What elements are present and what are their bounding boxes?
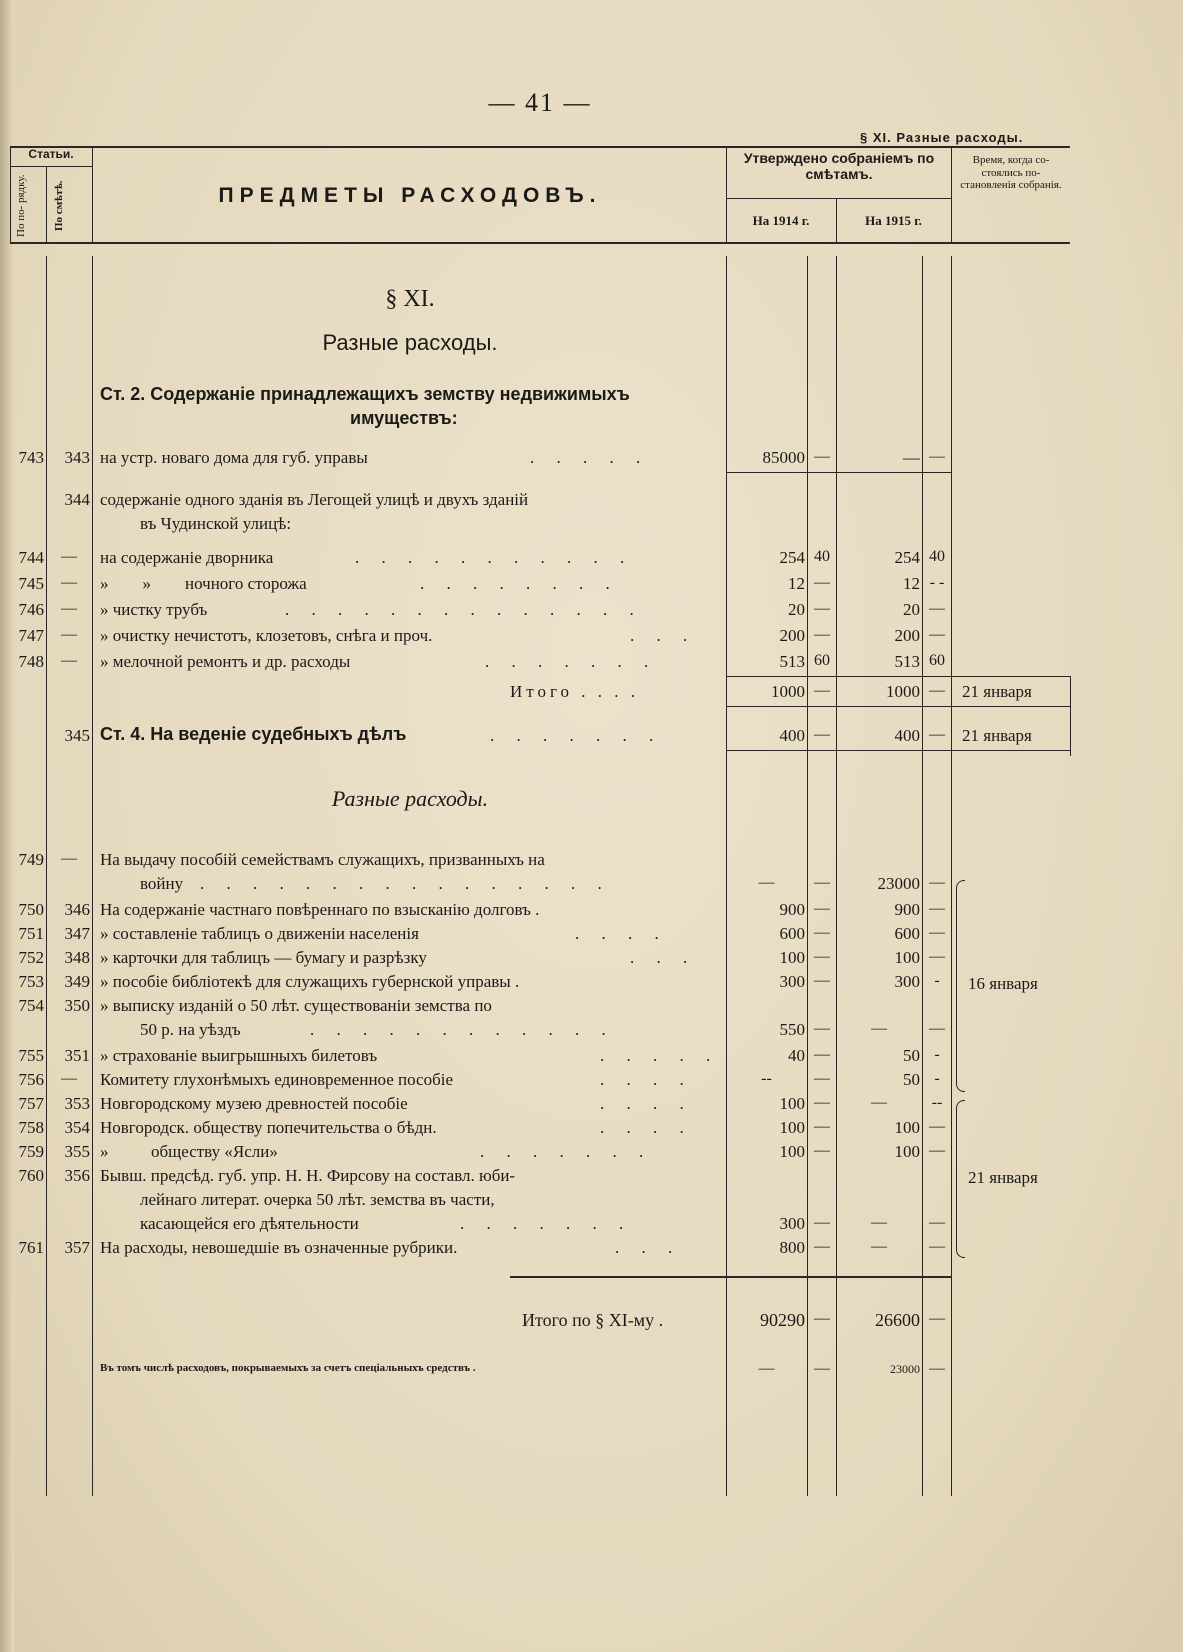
- amount-1914: 900: [779, 900, 805, 919]
- row-text: На расходы, невошедшіе въ означенные рубрики.: [100, 1238, 458, 1257]
- st4-title: Ст. 4. На веденіе судебныхъ дѣлъ: [100, 724, 407, 744]
- kopecks-1915: 40: [929, 548, 945, 565]
- row-estimate-number: —: [61, 548, 77, 565]
- total-kopecks-1914: —: [814, 1310, 830, 1327]
- row-number: 756: [18, 1070, 44, 1089]
- amount-1914: 20: [788, 600, 805, 619]
- row-text: Комитету глухонѣмыхъ единовременное пособіе: [100, 1070, 454, 1089]
- amount-1915: —: [871, 1094, 887, 1111]
- amount-1915: 20: [903, 600, 920, 619]
- amount-1914: 600: [779, 924, 805, 943]
- amount-1915: —: [871, 1214, 887, 1231]
- amount-1914: 100: [779, 1118, 805, 1137]
- date-16-january: 16 января: [968, 974, 1038, 993]
- row-leader-dots: . . . . . . .: [485, 652, 658, 671]
- special-1915: 23000: [890, 1362, 920, 1376]
- kopecks-1915: —: [929, 1020, 945, 1037]
- amount-1915: 50: [903, 1046, 920, 1065]
- kopecks-1914: 40: [814, 548, 830, 565]
- kopecks-1914: —: [814, 1046, 830, 1063]
- st2-title-line1: Ст. 2. Содержаніе принадлежащихъ земству недвижимыхъ: [100, 384, 630, 404]
- kopecks-1915: —: [929, 600, 945, 617]
- kopecks-1915: -: [934, 972, 940, 989]
- amount-1914: --: [761, 1070, 772, 1087]
- kopecks-1914: —: [814, 924, 830, 941]
- amount-1915: 50: [903, 1070, 920, 1089]
- kopecks-1914: —: [814, 874, 830, 891]
- utverzhdeno-rule: [726, 198, 951, 199]
- kopecks-1914: —: [814, 1094, 830, 1111]
- kopecks-1915: - -: [929, 574, 945, 591]
- row-number: 753: [18, 972, 44, 991]
- st4-date: 21 января: [962, 726, 1032, 745]
- total-label: Итого по § XI-му .: [522, 1310, 664, 1330]
- row-number: 745: [18, 574, 44, 593]
- row-leader-dots: . . . . . . . . . . . .: [310, 1020, 615, 1039]
- section-mark: § XI.: [385, 286, 435, 312]
- row-text: Новгородскому музею древностей пособіе: [100, 1094, 408, 1113]
- col-border: [726, 256, 727, 1496]
- amount-1915: 900: [894, 900, 920, 919]
- col-border: [951, 256, 952, 1496]
- row-leader-dots: . . . .: [575, 924, 668, 943]
- section-title: Разные расходы.: [322, 330, 498, 355]
- amount-1914: 513: [779, 652, 805, 671]
- row-rule: [726, 676, 1071, 677]
- kopecks-1915: -: [934, 1070, 940, 1087]
- row-text: » карточки для таблицъ — бумагу и разрѣзку: [100, 948, 427, 967]
- special-1914: —: [758, 1360, 775, 1377]
- row-text: На содержаніе частнаго повѣреннаго по взысканію долговъ .: [100, 900, 540, 919]
- amount-1915: —: [871, 1020, 887, 1037]
- brace-16: [956, 880, 965, 1092]
- kopecks-1914: —: [814, 948, 830, 965]
- expense-table: [10, 146, 1070, 1506]
- row-text-cont: касающейся его дѣятельности: [140, 1214, 359, 1233]
- brace-21: [956, 1100, 965, 1258]
- table-top-rule: [10, 146, 1070, 148]
- header-utverzhdeno: Утверждено собраніемъ по смѣтамъ.: [743, 150, 935, 183]
- row-estimate-number: 354: [64, 1118, 90, 1137]
- kopecks-1915: —: [929, 948, 945, 965]
- amount-1914: 100: [779, 1094, 805, 1113]
- date-21-january: 21 января: [968, 1168, 1038, 1187]
- row-text: » страхованіе выигрышныхъ билетовъ: [100, 1046, 378, 1065]
- row-number: 746: [18, 600, 44, 619]
- row-number: 754: [18, 996, 44, 1015]
- kopecks-1914: —: [814, 1238, 830, 1255]
- page-number: — 41 —: [488, 88, 592, 117]
- row-number: 747: [18, 626, 44, 645]
- amount-1915: 600: [894, 924, 920, 943]
- kopecks-1915: —: [929, 874, 945, 891]
- row-estimate-number: 348: [64, 948, 90, 967]
- total-kopecks-1915: —: [929, 1310, 945, 1327]
- row-rule: [726, 750, 1071, 751]
- amount-1915: 300: [894, 972, 920, 991]
- amount-1915: 200: [894, 626, 920, 645]
- row-estimate-number: 343: [64, 448, 90, 467]
- kopecks-1914: —: [814, 1020, 830, 1037]
- row-estimate-number: 351: [64, 1046, 90, 1065]
- row-text: Бывш. предсѣд. губ. упр. Н. Н. Фирсову на составл. юби-: [100, 1166, 516, 1185]
- itogo-1915: 1000: [886, 682, 920, 701]
- special-kopecks-1915: —: [929, 1360, 945, 1377]
- amount-1914: 300: [779, 972, 805, 991]
- amount-1915: 100: [894, 1118, 920, 1137]
- row-number: 744: [18, 548, 44, 567]
- amount-1915: 400: [894, 726, 920, 745]
- row-text-cont: въ Чудинской улицѣ:: [140, 514, 292, 533]
- row-estimate-number: —: [61, 652, 77, 669]
- header-po-smete: По смѣтѣ.: [53, 180, 65, 232]
- row-text: » составленіе таблицъ о движеніи населенія: [100, 924, 419, 943]
- kopecks-1914: 60: [814, 652, 830, 669]
- row-estimate-number: 350: [64, 996, 90, 1015]
- row-estimate-number: 345: [64, 726, 90, 745]
- special-kopecks-1914: —: [814, 1360, 830, 1377]
- kopecks-1914: —: [814, 600, 830, 617]
- row-estimate-number: 349: [64, 972, 90, 991]
- row-text: » пособіе библіотекѣ для служащихъ губернской управы .: [100, 972, 520, 991]
- row-estimate-number: 357: [64, 1238, 90, 1257]
- row-estimate-number: 353: [64, 1094, 90, 1113]
- kopecks-1914: —: [814, 1214, 830, 1231]
- row-text: » чистку трубъ: [100, 600, 208, 619]
- col-border: [92, 256, 93, 1496]
- row-estimate-number: —: [61, 574, 77, 591]
- row-leader-dots: . . . . .: [530, 448, 650, 467]
- itogo-kopecks-1915: —: [929, 682, 945, 699]
- row-text: » очистку нечистотъ, клозетовъ, снѣга и проч.: [100, 626, 433, 645]
- amount-1914: 800: [779, 1238, 805, 1257]
- row-leader-dots: . . . . .: [600, 1046, 720, 1065]
- amount-1915: 12: [903, 574, 920, 593]
- running-head: § XI. Разные расходы.: [860, 130, 1024, 145]
- row-number: 759: [18, 1142, 44, 1161]
- row-rule: [726, 706, 1071, 707]
- row-number: 755: [18, 1046, 44, 1065]
- row-text: на содержаніе дворника: [100, 548, 274, 567]
- kopecks-1914: —: [814, 972, 830, 989]
- row-text: содержаніе одного зданія въ Легощей улицѣ и двухъ зданій: [100, 490, 529, 509]
- row-number: 743: [18, 448, 44, 467]
- kopecks-1914: —: [814, 626, 830, 643]
- kopecks-1914: —: [814, 726, 830, 743]
- total-rule: [510, 1276, 951, 1278]
- amount-1915: 100: [894, 948, 920, 967]
- header-1915: На 1915 г.: [865, 213, 922, 228]
- kopecks-1915: —: [929, 1214, 945, 1231]
- kopecks-1915: —: [929, 1118, 945, 1135]
- itogo-label: Итого . . . .: [510, 682, 640, 701]
- row-leader-dots: . . . .: [600, 1118, 693, 1137]
- kopecks-1915: —: [929, 1238, 945, 1255]
- kopecks-1915: -: [934, 1046, 940, 1063]
- amount-1915: —: [903, 448, 920, 467]
- kopecks-1914: —: [814, 1142, 830, 1159]
- row-estimate-number: 356: [64, 1166, 90, 1185]
- kopecks-1915: —: [929, 626, 945, 643]
- amount-1914: 40: [788, 1046, 805, 1065]
- col-border: [951, 146, 952, 242]
- total-1915: 26600: [875, 1310, 920, 1330]
- kopecks-1915: —: [929, 924, 945, 941]
- row-leader-dots: . . .: [630, 626, 697, 645]
- subtitle-raznye: Разные расходы.: [331, 786, 489, 811]
- row-estimate-number: —: [61, 600, 77, 617]
- row-number: 761: [18, 1238, 44, 1257]
- kopecks-1915: —: [929, 726, 945, 743]
- amount-1914: 300: [779, 1214, 805, 1233]
- kopecks-1914: —: [814, 574, 830, 591]
- kopecks-1914: —: [814, 448, 830, 465]
- col-border: [1070, 676, 1071, 756]
- itogo-date: 21 января: [962, 682, 1032, 701]
- row-estimate-number: —: [61, 626, 77, 643]
- row-leader-dots: . . . .: [600, 1094, 693, 1113]
- amount-1914: 12: [788, 574, 805, 593]
- row-text-cont: 50 р. на уѣздъ: [140, 1020, 241, 1039]
- amount-1914: 400: [779, 726, 805, 745]
- amount-1914: —: [758, 874, 775, 891]
- row-text: » обществу «Ясли»: [100, 1142, 278, 1161]
- row-rule: [726, 472, 951, 473]
- col-border: [92, 146, 93, 242]
- row-leader-dots: . . . . . . . .: [420, 574, 619, 593]
- row-leader-dots: . . . . . . . . . . . . . .: [285, 600, 643, 619]
- row-estimate-number: 344: [64, 490, 90, 509]
- st2-title-line2: имуществъ:: [350, 408, 458, 428]
- row-number: 749: [18, 850, 44, 869]
- header-stati: Статьи.: [28, 147, 74, 161]
- row-text: » » ночного сторожа: [100, 574, 307, 593]
- amount-1914: 550: [779, 1020, 805, 1039]
- kopecks-1914: —: [814, 1118, 830, 1135]
- row-estimate-number: —: [61, 1070, 77, 1087]
- row-number: 758: [18, 1118, 44, 1137]
- amount-1914: 100: [779, 948, 805, 967]
- col-border: [836, 256, 837, 1496]
- col-border: [46, 256, 47, 1496]
- amount-1915: 23000: [877, 874, 920, 893]
- row-leader-dots: . . . . . . . . . . .: [355, 548, 634, 567]
- amount-1914: 100: [779, 1142, 805, 1161]
- row-leader-dots: . . . .: [600, 1070, 693, 1089]
- row-number: 752: [18, 948, 44, 967]
- stati-rule: [10, 166, 92, 167]
- header-predmety: ПРЕДМЕТЫ РАСХОДОВЪ.: [218, 184, 602, 207]
- row-number: 751: [18, 924, 44, 943]
- col-border: [46, 166, 47, 242]
- header-po-poryadku: По по- рядку.: [15, 174, 27, 238]
- row-text-cont: лейнаго литерат. очерка 50 лѣт. земства въ части,: [140, 1190, 495, 1209]
- row-text: » выписку изданій о 50 лѣт. существованіи земства по: [100, 996, 492, 1015]
- row-number: 757: [18, 1094, 44, 1113]
- special-label: Въ томъ числѣ расходовъ, покрываемыхъ за счетъ спеціальныхъ средствъ .: [100, 1362, 476, 1374]
- row-estimate-number: —: [61, 850, 77, 867]
- total-1914: 90290: [760, 1310, 805, 1330]
- amount-1915: 513: [894, 652, 920, 671]
- row-text-cont: войну: [140, 874, 184, 893]
- row-leader-dots: . . .: [615, 1238, 682, 1257]
- row-text: Новгородск. обществу попечительства о бѣдн.: [100, 1118, 437, 1137]
- amount-1915: 254: [894, 548, 920, 567]
- kopecks-1915: —: [929, 448, 945, 465]
- row-number: 748: [18, 652, 44, 671]
- row-text: На выдачу пособій семействамъ служащихъ, призванныхъ на: [100, 850, 545, 869]
- row-text: » мелочной ремонтъ и др. расходы: [100, 652, 351, 671]
- row-leader-dots: . . . . . . .: [480, 1142, 653, 1161]
- itogo-1914: 1000: [771, 682, 805, 701]
- kopecks-1915: —: [929, 900, 945, 917]
- amount-1914: 254: [779, 548, 805, 567]
- row-number: 750: [18, 900, 44, 919]
- row-leader-dots: . . . . . . .: [490, 726, 663, 745]
- row-estimate-number: 346: [64, 900, 90, 919]
- row-text: на устр. новаго дома для губ. управы: [100, 448, 368, 467]
- row-leader-dots: . . . . . . .: [460, 1214, 633, 1233]
- kopecks-1915: 60: [929, 652, 945, 669]
- kopecks-1914: —: [814, 900, 830, 917]
- row-leader-dots: . . . . . . . . . . . . . . . .: [200, 874, 611, 893]
- kopecks-1915: —: [929, 1142, 945, 1159]
- row-estimate-number: 347: [64, 924, 90, 943]
- row-number: 760: [18, 1166, 44, 1185]
- amount-1915: —: [871, 1238, 887, 1255]
- amount-1914: 200: [779, 626, 805, 645]
- itogo-kopecks-1914: —: [814, 682, 830, 699]
- amount-1915: 100: [894, 1142, 920, 1161]
- kopecks-1914: —: [814, 1070, 830, 1087]
- header-vremya: Время, когда со- стоялись по- становленія собранія.: [960, 154, 1062, 192]
- row-estimate-number: 355: [64, 1142, 90, 1161]
- header-1914: На 1914 г.: [752, 213, 810, 228]
- kopecks-1915: --: [931, 1094, 943, 1111]
- row-leader-dots: . . .: [630, 948, 697, 967]
- header-bottom-rule: [10, 242, 1070, 244]
- amount-1914: 85000: [762, 448, 805, 467]
